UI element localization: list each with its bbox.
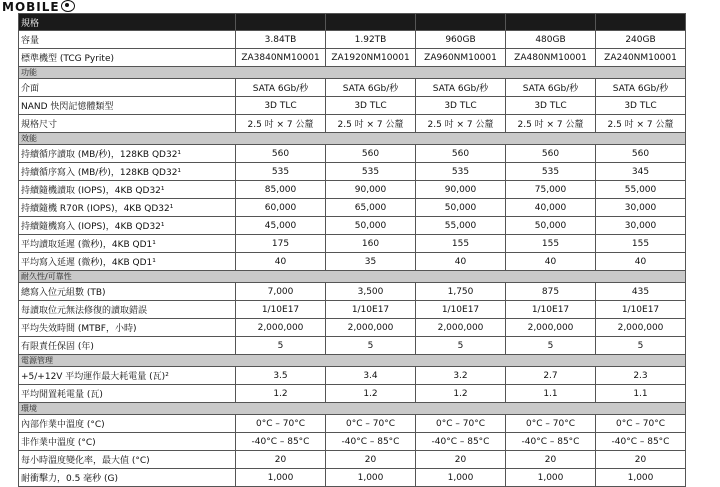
cell-value: 2,000,000 xyxy=(416,319,506,337)
cell-value: 1/10E17 xyxy=(416,301,506,319)
section-header-row xyxy=(19,271,686,283)
cell-value: 3.4 xyxy=(326,367,416,385)
cell-value: 535 xyxy=(506,163,596,181)
table-header-cell xyxy=(506,14,596,31)
cell-value: 5 xyxy=(506,337,596,355)
cell-value: 5 xyxy=(236,337,326,355)
cell-value: -40°C – 85°C xyxy=(416,433,506,451)
cell-value: 55,000 xyxy=(596,181,686,199)
cell-value: 3D TLC xyxy=(596,97,686,115)
cell-value: -40°C – 85°C xyxy=(506,433,596,451)
cell-value: 3.5 xyxy=(236,367,326,385)
cell-value: 2.5 吋 × 7 公釐 xyxy=(416,115,506,133)
cell-value: 1/10E17 xyxy=(326,301,416,319)
cell-value: 3D TLC xyxy=(506,97,596,115)
cell-value: 1.2 xyxy=(326,385,416,403)
cell-value: 1,000 xyxy=(596,469,686,487)
row-label: 持續循序寫入 (MB/秒)，128KB QD32¹ xyxy=(19,163,236,181)
cell-value: 2,000,000 xyxy=(326,319,416,337)
cell-value: 40 xyxy=(236,253,326,271)
cell-value: 2.5 吋 × 7 公釐 xyxy=(596,115,686,133)
cell-value: 3.84TB xyxy=(236,31,326,49)
section-title: 電源管理 xyxy=(19,355,686,367)
table-row xyxy=(19,253,686,271)
cell-value: SATA 6Gb/秒 xyxy=(416,79,506,97)
cell-value: 0°C – 70°C xyxy=(416,415,506,433)
table-row xyxy=(19,301,686,319)
table-row xyxy=(19,283,686,301)
cell-value: 1.92TB xyxy=(326,31,416,49)
logo-text: MOBILE xyxy=(2,0,60,14)
cell-value: 3D TLC xyxy=(326,97,416,115)
row-label: 平均讀取延遲 (微秒)，4KB QD1¹ xyxy=(19,235,236,253)
table-header-cell xyxy=(596,14,686,31)
cell-value: SATA 6Gb/秒 xyxy=(326,79,416,97)
row-label: 標準機型 (TCG Pyrite) xyxy=(19,49,236,67)
cell-value: 535 xyxy=(326,163,416,181)
row-label: 持續隨機寫入 (IOPS)，4KB QD32¹ xyxy=(19,217,236,235)
cell-value: 20 xyxy=(416,451,506,469)
cell-value: 40 xyxy=(506,253,596,271)
cell-value: 2,000,000 xyxy=(596,319,686,337)
cell-value: 960GB xyxy=(416,31,506,49)
cell-value: 50,000 xyxy=(416,199,506,217)
table-row xyxy=(19,217,686,235)
cell-value: 75,000 xyxy=(506,181,596,199)
table-row xyxy=(19,31,686,49)
section-title: 環境 xyxy=(19,403,686,415)
cell-value: 155 xyxy=(596,235,686,253)
cell-value: -40°C – 85°C xyxy=(326,433,416,451)
row-label: 每讀取位元無法修復的讀取錯誤 xyxy=(19,301,236,319)
cell-value: ZA240NM10001 xyxy=(596,49,686,67)
cell-value: 1,000 xyxy=(326,469,416,487)
cell-value: 535 xyxy=(416,163,506,181)
cell-value: SATA 6Gb/秒 xyxy=(506,79,596,97)
table-header-cell xyxy=(236,14,326,31)
cell-value: 875 xyxy=(506,283,596,301)
section-title: 耐久性/可靠性 xyxy=(19,271,686,283)
table-row xyxy=(19,337,686,355)
section-title: 功能 xyxy=(19,67,686,79)
cell-value: ZA480NM10001 xyxy=(506,49,596,67)
cell-value: 45,000 xyxy=(236,217,326,235)
cell-value: 2.5 吋 × 7 公釐 xyxy=(506,115,596,133)
table-row xyxy=(19,319,686,337)
section-header-row xyxy=(19,67,686,79)
cell-value: 155 xyxy=(416,235,506,253)
cell-value: 20 xyxy=(506,451,596,469)
cell-value: 40 xyxy=(416,253,506,271)
cell-value: 3.2 xyxy=(416,367,506,385)
row-label: 內部作業中溫度 (°C) xyxy=(19,415,236,433)
cell-value: 175 xyxy=(236,235,326,253)
row-label: 持續隨機讀取 (IOPS)，4KB QD32¹ xyxy=(19,181,236,199)
section-header-row xyxy=(19,133,686,145)
cell-value: 1,750 xyxy=(416,283,506,301)
row-label: 總寫入位元組數 (TB) xyxy=(19,283,236,301)
row-label: 平均閒置耗電量 (瓦) xyxy=(19,385,236,403)
cell-value: 155 xyxy=(506,235,596,253)
cell-value: -40°C – 85°C xyxy=(236,433,326,451)
cell-value: 1.2 xyxy=(416,385,506,403)
table-row xyxy=(19,145,686,163)
cell-value: 20 xyxy=(326,451,416,469)
row-label: 容量 xyxy=(19,31,236,49)
table-header-row xyxy=(19,14,686,31)
row-label: 規格尺寸 xyxy=(19,115,236,133)
cell-value: 40,000 xyxy=(506,199,596,217)
spec-table xyxy=(18,13,686,487)
cell-value: 480GB xyxy=(506,31,596,49)
cell-value: 240GB xyxy=(596,31,686,49)
table-row xyxy=(19,235,686,253)
table-row xyxy=(19,49,686,67)
cell-value: ZA960NM10001 xyxy=(416,49,506,67)
cell-value: 0°C – 70°C xyxy=(236,415,326,433)
table-row xyxy=(19,199,686,217)
cell-value: 30,000 xyxy=(596,199,686,217)
cell-value: 65,000 xyxy=(326,199,416,217)
watermark-logo xyxy=(2,0,75,14)
cell-value: 3,500 xyxy=(326,283,416,301)
row-label: 平均失效時間 (MTBF，小時) xyxy=(19,319,236,337)
cell-value: 7,000 xyxy=(236,283,326,301)
table-row xyxy=(19,367,686,385)
cell-value: 2.7 xyxy=(506,367,596,385)
row-label: 持續隨機 R70R (IOPS)，4KB QD32¹ xyxy=(19,199,236,217)
cell-value: 2,000,000 xyxy=(506,319,596,337)
cell-value: -40°C – 85°C xyxy=(596,433,686,451)
cell-value: 1/10E17 xyxy=(506,301,596,319)
cell-value: 1,000 xyxy=(506,469,596,487)
cell-value: 90,000 xyxy=(416,181,506,199)
logo-mark-icon xyxy=(61,0,75,12)
cell-value: 560 xyxy=(416,145,506,163)
section-header-row xyxy=(19,403,686,415)
cell-value: 535 xyxy=(236,163,326,181)
cell-value: SATA 6Gb/秒 xyxy=(596,79,686,97)
table-row xyxy=(19,451,686,469)
cell-value: 1/10E17 xyxy=(596,301,686,319)
cell-value: 50,000 xyxy=(506,217,596,235)
row-label: 持續循序讀取 (MB/秒)，128KB QD32¹ xyxy=(19,145,236,163)
row-label: 有限責任保固 (年) xyxy=(19,337,236,355)
section-title: 效能 xyxy=(19,133,686,145)
table-row xyxy=(19,181,686,199)
cell-value: 2.5 吋 × 7 公釐 xyxy=(326,115,416,133)
table-row xyxy=(19,469,686,487)
cell-value: 560 xyxy=(236,145,326,163)
cell-value: 2.5 吋 × 7 公釐 xyxy=(236,115,326,133)
cell-value: 50,000 xyxy=(326,217,416,235)
cell-value: 1,000 xyxy=(416,469,506,487)
row-label: 每小時溫度變化率，最大值 (°C) xyxy=(19,451,236,469)
cell-value: 35 xyxy=(326,253,416,271)
cell-value: 90,000 xyxy=(326,181,416,199)
cell-value: 0°C – 70°C xyxy=(326,415,416,433)
row-label: 介面 xyxy=(19,79,236,97)
cell-value: 5 xyxy=(416,337,506,355)
spec-table-body xyxy=(19,14,686,487)
row-label: +5/+12V 平均運作最大耗電量 (瓦)² xyxy=(19,367,236,385)
row-label: NAND 快閃記憶體類型 xyxy=(19,97,236,115)
cell-value: 1/10E17 xyxy=(236,301,326,319)
cell-value: 5 xyxy=(596,337,686,355)
cell-value: 1.1 xyxy=(596,385,686,403)
table-row xyxy=(19,97,686,115)
cell-value: 560 xyxy=(326,145,416,163)
section-header-row xyxy=(19,355,686,367)
row-label: 非作業中溫度 (°C) xyxy=(19,433,236,451)
row-label: 平均寫入延遲 (微秒)，4KB QD1¹ xyxy=(19,253,236,271)
cell-value: 3D TLC xyxy=(416,97,506,115)
cell-value: 20 xyxy=(596,451,686,469)
cell-value: 1,000 xyxy=(236,469,326,487)
cell-value: 345 xyxy=(596,163,686,181)
cell-value: 160 xyxy=(326,235,416,253)
cell-value: 0°C – 70°C xyxy=(596,415,686,433)
table-row xyxy=(19,163,686,181)
table-row xyxy=(19,115,686,133)
cell-value: 20 xyxy=(236,451,326,469)
cell-value: 30,000 xyxy=(596,217,686,235)
table-header-cell xyxy=(326,14,416,31)
cell-value: 2,000,000 xyxy=(236,319,326,337)
cell-value: 55,000 xyxy=(416,217,506,235)
cell-value: 1.1 xyxy=(506,385,596,403)
cell-value: 435 xyxy=(596,283,686,301)
table-row xyxy=(19,385,686,403)
cell-value: 40 xyxy=(596,253,686,271)
cell-value: ZA3840NM10001 xyxy=(236,49,326,67)
cell-value: 2.3 xyxy=(596,367,686,385)
cell-value: 1.2 xyxy=(236,385,326,403)
cell-value: SATA 6Gb/秒 xyxy=(236,79,326,97)
cell-value: 85,000 xyxy=(236,181,326,199)
cell-value: 560 xyxy=(596,145,686,163)
table-row xyxy=(19,79,686,97)
table-header-label: 規格 xyxy=(19,14,236,31)
row-label: 耐衝擊力，0.5 毫秒 (G) xyxy=(19,469,236,487)
cell-value: 5 xyxy=(326,337,416,355)
table-row xyxy=(19,415,686,433)
cell-value: 560 xyxy=(506,145,596,163)
cell-value: 0°C – 70°C xyxy=(506,415,596,433)
table-header-cell xyxy=(416,14,506,31)
cell-value: ZA1920NM10001 xyxy=(326,49,416,67)
cell-value: 60,000 xyxy=(236,199,326,217)
cell-value: 3D TLC xyxy=(236,97,326,115)
table-row xyxy=(19,433,686,451)
